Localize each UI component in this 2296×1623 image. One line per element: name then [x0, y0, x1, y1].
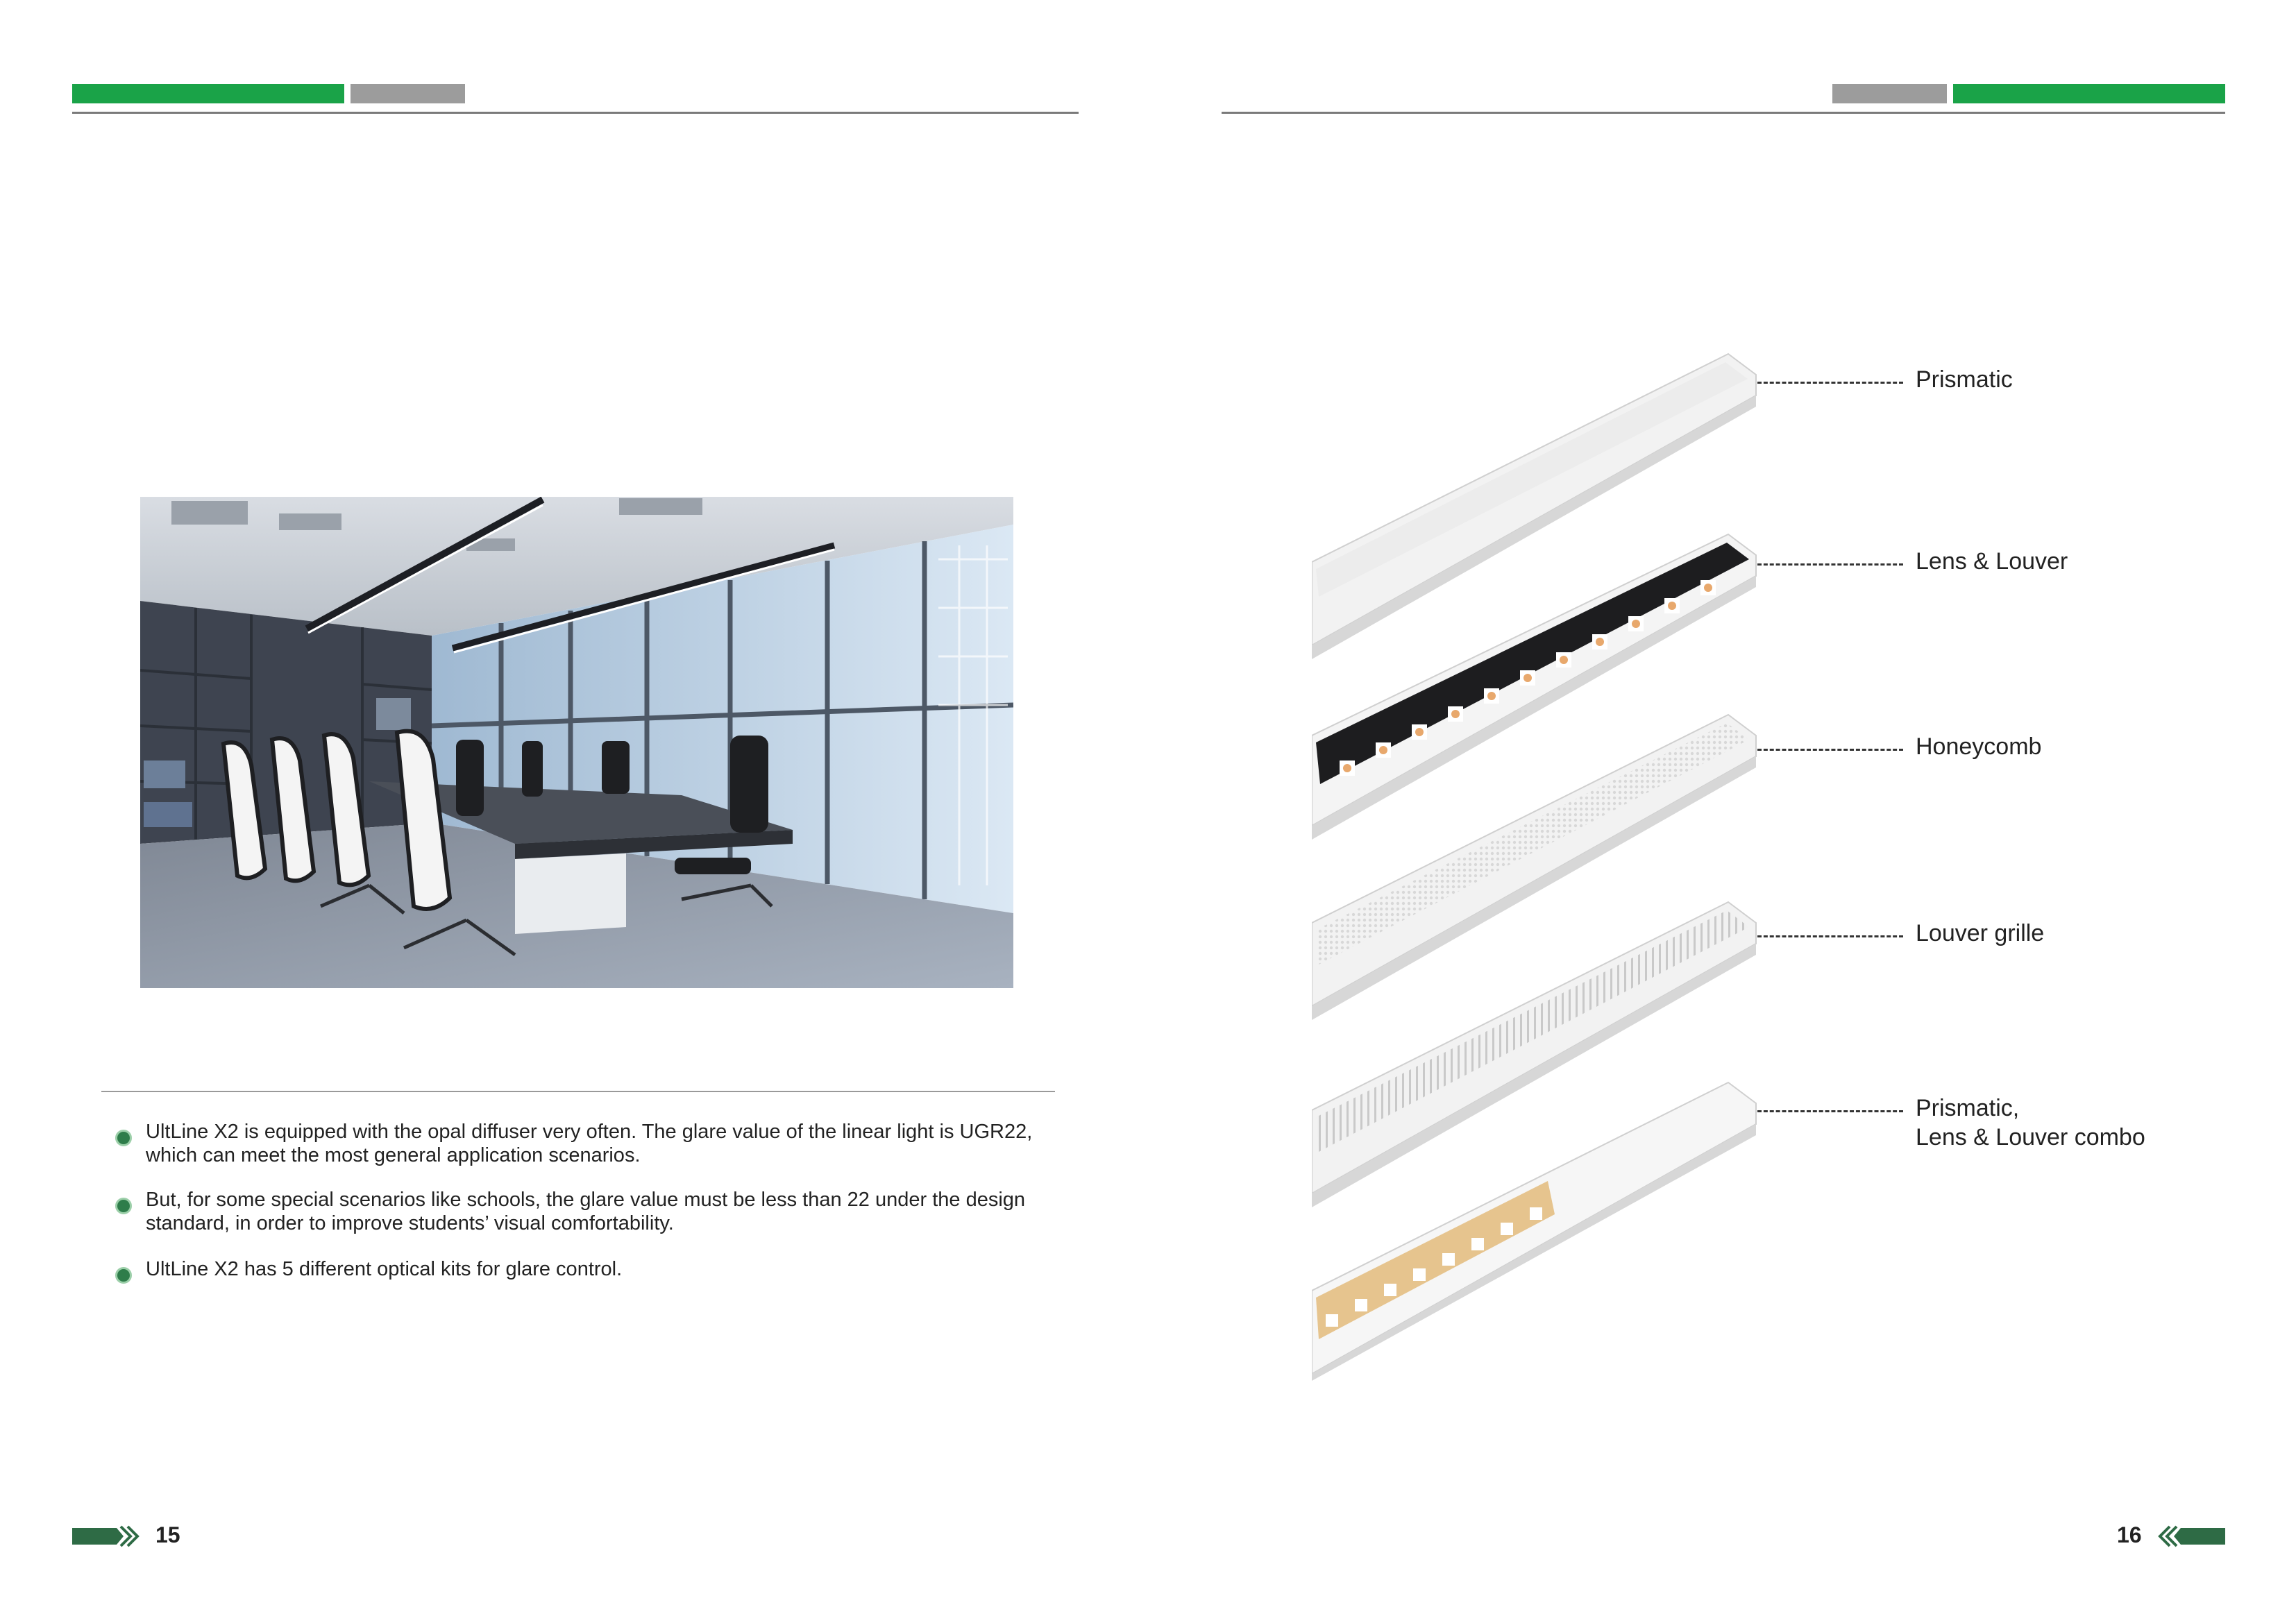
bullet-item-1 — [115, 1120, 1059, 1167]
right-header-gray-bar — [1832, 84, 1947, 103]
label-combo-line1: Prismatic, — [1916, 1095, 2020, 1121]
conference-room-photo — [140, 497, 1013, 988]
right-header-rule — [1222, 112, 2225, 114]
bullet-item-3 — [115, 1257, 1059, 1284]
bullet-text-line: But, for some special scenarios like schools, the glare value must be less than 22 under the design — [146, 1189, 1026, 1211]
bullet-item-2 — [115, 1188, 1059, 1235]
leader-line — [1757, 749, 1903, 751]
label-lens-louver: Lens & Louver — [1916, 548, 2068, 575]
bullets-divider — [101, 1091, 1055, 1092]
label-combo-line2: Lens & Louver combo — [1916, 1124, 2145, 1150]
right-footer — [2110, 1524, 2228, 1549]
label-honeycomb: Honeycomb — [1916, 733, 2042, 760]
optical-kits-illustration — [1312, 340, 1770, 1381]
label-louver-grille: Louver grille — [1916, 920, 2045, 946]
page-number: 16 — [2117, 1522, 2142, 1547]
bullet-text-line: which can meet the most general application scenarios. — [146, 1144, 641, 1166]
label-prismatic: Prismatic — [1916, 366, 2013, 393]
leader-line — [1757, 935, 1903, 937]
page-number: 15 — [155, 1522, 180, 1547]
bullet-text-line: standard, in order to improve students’ visual comfortability. — [146, 1212, 674, 1234]
bullet-dot-icon — [115, 1130, 132, 1146]
leader-line — [1757, 563, 1903, 566]
bullet-dot-icon — [115, 1198, 132, 1214]
bullet-dot-icon — [115, 1267, 132, 1284]
leader-line — [1757, 1110, 1903, 1112]
left-footer — [72, 1524, 211, 1549]
left-header-green-bar — [72, 84, 344, 103]
bullet-text-line: UltLine X2 has 5 different optical kits for glare control. — [146, 1258, 623, 1280]
bullet-text-line: UltLine X2 is equipped with the opal diffuser very often. The glare value of the linear light is UGR22, — [146, 1121, 1033, 1143]
left-header-gray-bar — [351, 84, 465, 103]
leader-line — [1757, 382, 1903, 384]
right-header-green-bar — [1953, 84, 2225, 103]
left-header-rule — [72, 112, 1079, 114]
arrow-left-chevron-icon — [2156, 1524, 2225, 1549]
arrow-right-chevron-icon — [72, 1524, 142, 1549]
